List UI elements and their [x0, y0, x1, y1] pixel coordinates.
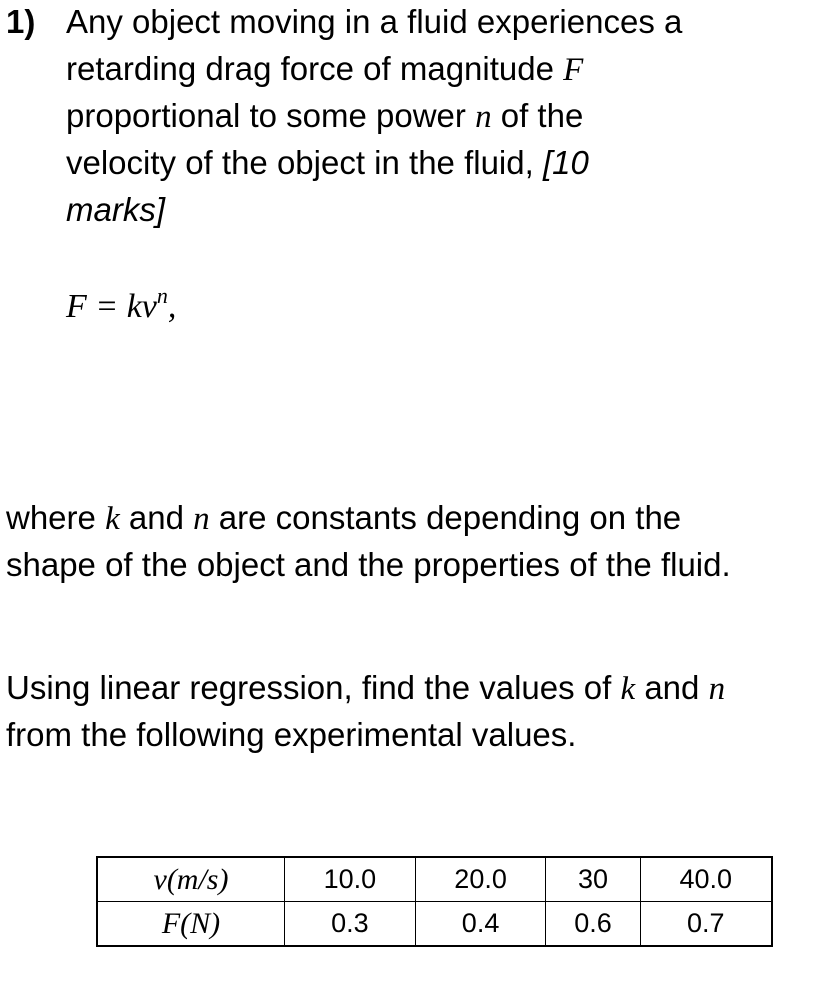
table-cell: 0.3 — [285, 902, 416, 947]
marks-close: marks] — [66, 191, 165, 228]
line-1-text: Any object moving in a fluid experiences a — [66, 3, 683, 40]
using-var-k: k — [620, 671, 636, 707]
where-line-1 — [6, 498, 681, 539]
table-row-force — [97, 902, 772, 947]
table-cell: 10.0 — [285, 857, 416, 902]
where-var-k: k — [105, 501, 120, 537]
data-table — [96, 856, 773, 947]
question-line-3 — [66, 96, 583, 137]
formula — [66, 274, 176, 329]
table-cell: 0.4 — [415, 902, 546, 947]
table-cell: 0.6 — [546, 902, 640, 947]
where-line-2 — [6, 545, 731, 585]
row-header-force: F(N) — [97, 902, 285, 947]
formula-tail: , — [167, 288, 177, 325]
using-line-2-text: from the following experimental values. — [6, 716, 577, 753]
table-cell: 20.0 — [415, 857, 546, 902]
table-cell: 40.0 — [640, 857, 772, 902]
using-var-n: n — [708, 671, 726, 707]
line-3-text: proportional to some power — [66, 97, 476, 134]
question-line-4 — [66, 143, 589, 183]
table-cell: 30 — [546, 857, 640, 902]
question-line-1 — [66, 2, 682, 42]
table-cell: 0.7 — [640, 902, 772, 947]
using-line-2 — [6, 715, 576, 755]
question-line-5 — [66, 190, 165, 230]
var-F: F — [563, 52, 584, 88]
using-and: and — [635, 669, 709, 706]
where-and: and — [119, 499, 194, 536]
of-the-text: of the — [491, 97, 584, 134]
where-rest: are constants depending on the — [209, 499, 682, 536]
using-prefix: Using linear regression, find the values of — [6, 669, 621, 706]
where-prefix: where — [6, 499, 106, 536]
line-4-text: velocity of the object in the fluid, — [66, 144, 543, 181]
where-var-n: n — [193, 501, 210, 537]
where-line-2-text: shape of the object and the properties of the fluid. — [6, 546, 731, 583]
table-row-velocity — [97, 857, 772, 902]
var-n: n — [475, 99, 492, 135]
marks-open: [10 — [542, 144, 589, 181]
using-line-1 — [6, 668, 725, 709]
row-header-velocity: v(m/s) — [97, 857, 285, 902]
formula-lhs: F = kv — [66, 288, 157, 325]
line-2-text: retarding drag force of magnitude — [66, 50, 564, 87]
question-number: 1) — [6, 3, 36, 40]
question-line-2 — [66, 49, 583, 90]
formula-exponent: n — [156, 283, 168, 308]
